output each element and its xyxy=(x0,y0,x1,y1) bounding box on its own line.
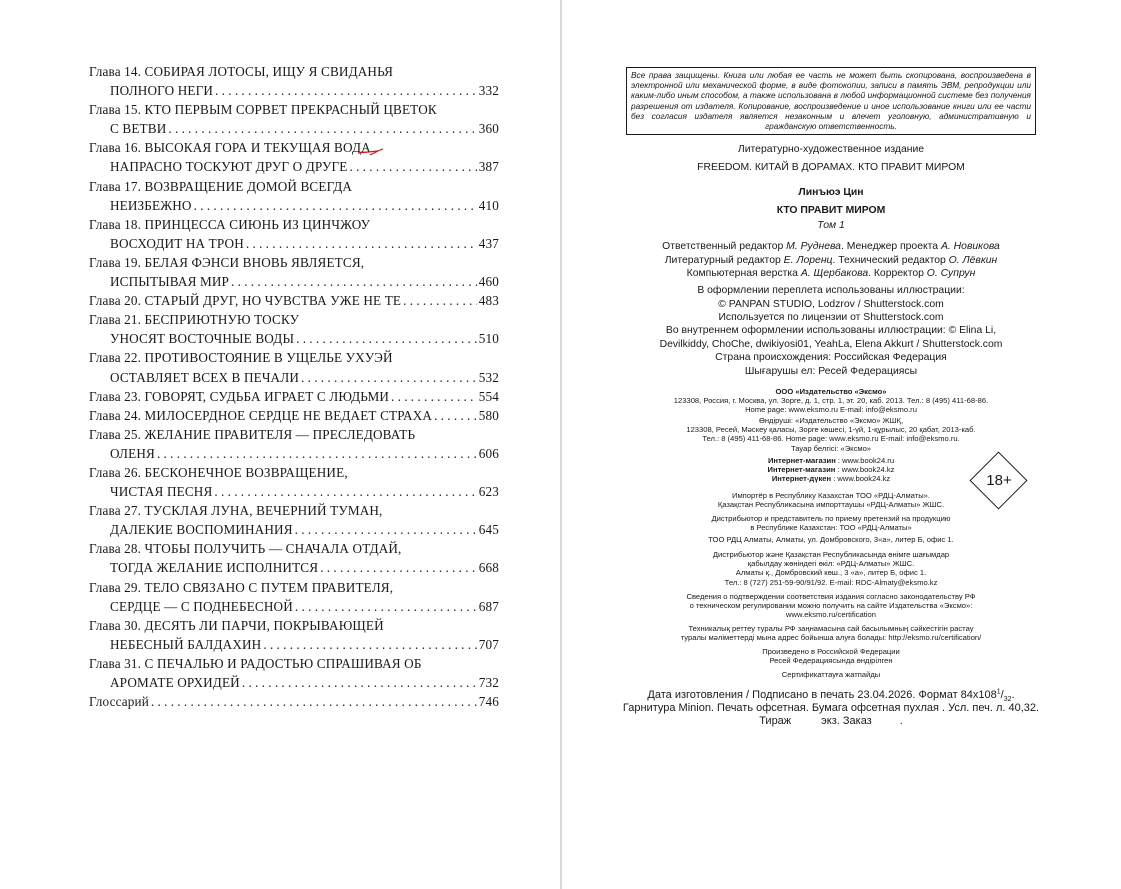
toc-entry-title: Глава 21. БЕСПРИЮТНУЮ ТОСКУ xyxy=(89,312,300,328)
credit-person: О. Лёвкин xyxy=(948,254,998,266)
toc-leader-dots xyxy=(301,368,477,387)
toc-entry-line xyxy=(89,501,499,520)
country-line: Шығарушы ел: Ресей Федерациясы xyxy=(744,365,918,377)
toc-entry-title: НАПРАСНО ТОСКУЮТ ДРУГ О ДРУГЕ xyxy=(110,159,348,175)
credit-line xyxy=(600,267,1062,281)
toc-entry-title: Глава 25. ЖЕЛАНИЕ ПРАВИТЕЛЯ — ПРЕСЛЕДОВАТЬ xyxy=(89,426,416,442)
toc-entry-line xyxy=(89,253,499,272)
toc-entry-line xyxy=(89,329,499,348)
book-title: КТО ПРАВИТ МИРОМ xyxy=(776,205,886,216)
toc-entry-title: Глава 22. ПРОТИВОСТОЯНИЕ В УЩЕЛЬЕ УХУЭЙ xyxy=(89,350,393,366)
toc-entry-line xyxy=(89,406,499,425)
toc-entry-line xyxy=(89,482,499,501)
format-numerator: 1 xyxy=(996,688,1001,696)
certification-kz-block xyxy=(600,624,1062,642)
credit-role: Компьютерная верстка xyxy=(686,268,801,280)
toc-entry-line xyxy=(89,157,499,176)
toc-page-number: 532 xyxy=(478,369,499,385)
toc-leader-dots xyxy=(231,272,477,291)
toc-entry-line xyxy=(89,62,499,81)
toc-page-number: 460 xyxy=(478,274,499,290)
certification-line: о техническом регулировании можно получить на сайте Издательства «Эксмо»: xyxy=(689,601,973,611)
toc-entry-line xyxy=(89,635,499,654)
certification-kz-line: туралы мәліметтерді мына адрес бойынша алуға болады: http://eksmo.ru/certification/ xyxy=(680,633,982,643)
shop-label: Интернет-магазин xyxy=(767,456,836,465)
toc-entry-title: Глоссарий xyxy=(89,694,149,710)
toc-entry-title: Глава 17. ВОЗВРАЩЕНИЕ ДОМОЙ ВСЕГДА xyxy=(89,178,353,194)
credit-person: О. Супрун xyxy=(926,268,976,280)
toc-entry-title: ЧИСТАЯ ПЕСНЯ xyxy=(110,484,213,500)
copyright-notice: Все права защищены. Книга или любая ее часть не может быть скопирована, воспроизведена в электронной или механической форме, в виде фотокопии, записи в память ЭВМ, репродукции или каким-либо иным способом, а также использована в любой информационной системе без получения разрешения от издателя. Копирование, воспроизведение и иное использование книги или ее части без согласия издателя является незаконным и влечет уголовную, административную и гражданскую ответственность. xyxy=(626,67,1036,135)
inner-illustrations-line: Во внутреннем оформлении использованы иллюстрации: © Elina Li, xyxy=(665,325,997,336)
toc-entry-title: ВОСХОДИТ НА ТРОН xyxy=(110,235,244,251)
toc-leader-dots xyxy=(403,291,477,310)
kz-maker-line: 123308, Ресей, Мәскеу қаласы, Зорге көшесі, 1-үй, 1-құрылыс, 20 қабат, 2013-каб. xyxy=(686,425,976,435)
cert-kz-note: Сертификаттауға жатпайды xyxy=(781,670,881,679)
toc-page-number: 483 xyxy=(478,293,499,309)
kz-manufacturer-block xyxy=(600,416,1062,453)
distributor-kz-line: қабылдау жөніндегі өкіл: «РДЦ-Алматы» ЖШС. xyxy=(747,559,915,569)
toc-page-number: 732 xyxy=(478,675,499,690)
toc-entry-line xyxy=(89,539,499,558)
kz-maker-line: Өндіруші: «Издательство «Эксмо» ЖШҚ, xyxy=(758,416,904,425)
credit-role: Литературный редактор xyxy=(664,254,784,266)
distributor-kz-line: Алматы қ., Домбровский көш., 3 «а», литер Б, офис 1. xyxy=(735,568,927,578)
toc-entry-title: УНОСЯТ ВОСТОЧНЫЕ ВОДЫ xyxy=(110,331,295,347)
toc-leader-dots xyxy=(349,157,476,176)
cover-illustrations xyxy=(600,284,1062,325)
toc-page-number: 580 xyxy=(478,407,499,423)
toc-entry-line xyxy=(89,348,499,367)
toc-leader-dots xyxy=(214,482,476,501)
toc-page-number: 360 xyxy=(478,121,499,137)
shop-url: : www.book24.ru xyxy=(835,456,895,465)
credits-block xyxy=(600,240,1062,281)
toc-entry-title: Глава 20. СТАРЫЙ ДРУГ, НО ЧУВСТВА УЖЕ НЕ ТЕ xyxy=(89,293,402,309)
inner-illustrations-line: Devilkiddy, ChoChe, dwikiyosi01, YeahLa, Elena Akkurt / Shutterstock.com xyxy=(659,338,1003,350)
toc-entry-title: Глава 28. ЧТОБЫ ПОЛУЧИТЬ — СНАЧАЛА ОТДАЙ, xyxy=(89,541,402,557)
volume-label: Том 1 xyxy=(817,220,845,231)
importer-block xyxy=(600,491,1062,509)
credit-person: А. Новикова xyxy=(940,241,1000,252)
certification-line: Сведения о подтверждении соответствия издания согласно законодательству РФ xyxy=(686,592,976,601)
toc-entry-title: Глава 18. ПРИНЦЕССА СИЮНЬ ИЗ ЦИНЧЖОУ xyxy=(89,216,371,232)
credit-person: Е. Лоренц xyxy=(783,254,833,266)
country-of-origin xyxy=(600,351,1062,378)
toc-entry-title: Глава 15. КТО ПЕРВЫМ СОРВЕТ ПРЕКРАСНЫЙ ЦВЕТОК xyxy=(89,102,437,118)
toc-entry-title: АРОМАТЕ ОРХИДЕЙ xyxy=(110,675,240,690)
toc-leader-dots xyxy=(215,81,477,100)
toc-entry-line xyxy=(89,119,499,138)
toc-leader-dots xyxy=(391,387,477,406)
toc-entry-line xyxy=(89,520,499,539)
toc-leader-dots xyxy=(296,329,477,348)
publisher-name: ООО «Издательство «Эксмо» xyxy=(775,387,887,396)
country-line: Страна происхождения: Российская Федерация xyxy=(715,352,947,363)
print-run-line xyxy=(600,715,1062,729)
distributor-kz-block xyxy=(600,550,1062,587)
toc-entry-line xyxy=(89,177,499,196)
toc-entry-title: ОСТАВЛЯЕТ ВСЕХ В ПЕЧАЛИ xyxy=(110,369,299,385)
print-run-unit: экз. Заказ xyxy=(821,715,872,727)
cover-illustrations-line: В оформлении переплета использованы иллюстрации: xyxy=(697,285,965,296)
toc-page-number: 645 xyxy=(478,522,499,538)
toc-entry-title: С ВЕТВИ xyxy=(110,121,167,137)
shop-url: : www.book24.kz xyxy=(831,474,891,484)
print-run-label: Тираж xyxy=(759,715,792,727)
toc-entry-line xyxy=(89,272,499,291)
toc-leader-dots xyxy=(242,673,477,692)
toc-entry-line xyxy=(89,81,499,100)
distributor-line: в Республике Казахстан: ТОО «РДЦ-Алматы» xyxy=(750,523,912,533)
series-title: FREEDOM. КИТАЙ В ДОРАМАХ. КТО ПРАВИТ МИРОМ xyxy=(697,162,965,173)
certification-kz-line: Техникалық реттеу туралы РФ заңнамасына сай басылымның сәйкестігін растау xyxy=(688,624,974,633)
toc-page-number: 387 xyxy=(478,159,499,175)
toc-entry-line xyxy=(89,692,499,711)
produced-block xyxy=(600,647,1062,665)
credit-person: М. Руднева xyxy=(786,241,841,252)
distributor-block xyxy=(600,514,1062,532)
toc-entry-line xyxy=(89,597,499,616)
print-date-text: Дата изготовления / Подписано в печать 23.04.2026. Формат 84x108 xyxy=(647,689,997,701)
publisher-info-line: 123308, Россия, г. Москва, ул. Зорге, д. 1, стр. 1, эт. 20, каб. 2013. Тел.: 8 (495) 411-68-86. xyxy=(673,396,989,406)
trademark-line: Тауар белгісі: «Эксмо» xyxy=(790,443,872,453)
produced-line: Произведено в Российской Федерации xyxy=(762,647,900,656)
toc-entry-title: ДАЛЕКИЕ ВОСПОМИНАНИЯ xyxy=(110,522,293,538)
distributor-kz-line: Тел.: 8 (727) 251-59-90/91/92. E-mail: RDC-Almaty@eksmo.kz xyxy=(724,577,938,587)
toc-leader-dots xyxy=(434,406,477,425)
toc-entry-title: ПОЛНОГО НЕГИ xyxy=(110,83,214,99)
toc-entry-title: Глава 26. БЕСКОНЕЧНОЕ ВОЗВРАЩЕНИЕ, xyxy=(89,464,348,480)
toc-entry-line xyxy=(89,100,499,119)
toc-leader-dots xyxy=(295,597,477,616)
toc-page-number: 554 xyxy=(478,388,499,404)
toc-entry-title: Глава 24. МИЛОСЕРДНОЕ СЕРДЦЕ НЕ ВЕДАЕТ СТРАХА xyxy=(89,407,433,423)
credit-role: Ответственный редактор xyxy=(662,241,787,252)
toc-entry-title: ТОГДА ЖЕЛАНИЕ ИСПОЛНИТСЯ xyxy=(110,560,319,576)
toc-leader-dots xyxy=(295,520,477,539)
toc-page-number: 437 xyxy=(478,235,499,251)
toc-entry-title: Глава 27. ТУСКЛАЯ ЛУНА, ВЕЧЕРНИЙ ТУМАН, xyxy=(89,503,383,519)
importer-line: Қазақстан Республикасына импорттаушы «РДЦ-Алматы» ЖШС. xyxy=(717,500,945,510)
toc-leader-dots xyxy=(263,635,476,654)
certification-block xyxy=(600,592,1062,620)
shop-label: Интернет-магазин xyxy=(767,465,836,475)
toc-entry-title: Глава 30. ДЕСЯТЬ ЛИ ПАРЧИ, ПОКРЫВАЮЩЕЙ xyxy=(89,617,384,633)
distributor-kz-line: Дистрибьютор және Қазақстан Республикасында өнімге шағымдар xyxy=(712,550,950,559)
print-run-end: . xyxy=(899,715,903,727)
genre-label: Литературно-художественное издание xyxy=(737,144,925,155)
toc-leader-dots xyxy=(246,234,477,253)
credit-person: А. Щербакова xyxy=(800,268,869,280)
toc-entry-title: Глава 19. БЕЛАЯ ФЭНСИ ВНОВЬ ЯВЛЯЕТСЯ, xyxy=(89,254,365,270)
toc-entry-title: СЕРДЦЕ — С ПОДНЕБЕСНОЙ xyxy=(110,598,293,614)
toc-entry-line xyxy=(89,444,499,463)
toc-entry-line xyxy=(89,291,499,310)
publisher-info-line: Home page: www.eksmo.ru E-mail: info@eksmo.ru xyxy=(745,405,917,415)
credit-line xyxy=(600,254,1062,268)
toc-page-number: 606 xyxy=(478,445,499,461)
distributor-address: ТОО РДЦ Алматы, Алматы, ул. Домбровского, 3«а», литер Б, офис 1. xyxy=(708,535,954,544)
age-rating-text: 18+ xyxy=(986,472,1012,489)
toc-entry-line xyxy=(89,196,499,215)
credit-role: . Менеджер проекта xyxy=(840,241,941,252)
print-details-line: Гарнитура Minion. Печать офсетная. Бумага офсетная пухлая . Усл. печ. л. 40,32. xyxy=(622,702,1040,714)
toc-page-number: 687 xyxy=(478,598,499,614)
toc-entry-title: НЕИЗБЕЖНО xyxy=(110,197,192,213)
credit-line xyxy=(600,240,1062,254)
credit-role: . Технический редактор xyxy=(832,254,949,266)
distributor-line: Дистрибьютор и представитель по приему претензий на продукцию xyxy=(711,514,951,523)
toc-entry-title: Глава 29. ТЕЛО СВЯЗАНО С ПУТЕМ ПРАВИТЕЛЯ, xyxy=(89,579,394,595)
toc-page-number: 623 xyxy=(478,484,499,500)
toc-entry-line xyxy=(89,215,499,234)
toc-entry-title: Глава 14. СОБИРАЯ ЛОТОСЫ, ИЩУ Я СВИДАНЬЯ xyxy=(89,64,394,79)
table-of-contents xyxy=(89,62,499,711)
credit-role: . Корректор xyxy=(868,268,927,280)
toc-leader-dots xyxy=(194,196,477,215)
author-name: Линъюэ Цин xyxy=(798,187,864,198)
toc-page-number: 746 xyxy=(478,694,499,710)
shop-label: Интернет-дүкен xyxy=(771,474,832,484)
toc-entry-line xyxy=(89,463,499,482)
toc-page-number: 707 xyxy=(478,636,499,652)
toc-entry-title: НЕБЕСНЫЙ БАЛДАХИН xyxy=(110,636,262,652)
toc-entry-title: ОЛЕНЯ xyxy=(110,445,155,461)
toc-entry-line xyxy=(89,673,499,692)
toc-entry-line xyxy=(89,310,499,329)
toc-page-number: 410 xyxy=(478,197,499,213)
toc-entry-title: ИСПЫТЫВАЯ МИР xyxy=(110,274,230,290)
toc-entry-line xyxy=(89,654,499,673)
toc-leader-dots xyxy=(151,692,477,711)
toc-entry-line xyxy=(89,616,499,635)
toc-leader-dots xyxy=(320,558,477,577)
toc-entry-line xyxy=(89,387,499,406)
toc-entry-line xyxy=(89,234,499,253)
toc-entry-line xyxy=(89,368,499,387)
toc-entry-title: Глава 31. С ПЕЧАЛЬЮ И РАДОСТЬЮ СПРАШИВАЯ ОБ xyxy=(89,655,422,671)
toc-page-number: 510 xyxy=(478,331,499,347)
toc-leader-dots xyxy=(157,444,477,463)
importer-line: Импортёр в Республику Казахстан ТОО «РДЦ-Алматы». xyxy=(731,491,930,500)
cover-illustrations-line: © PANPAN STUDIO, Lodzrov / Shutterstock.com xyxy=(718,298,944,310)
toc-entry-line xyxy=(89,138,499,157)
format-denominator: 32 xyxy=(1003,696,1012,704)
publisher-block xyxy=(600,387,1062,415)
kz-maker-line: Тел.: 8 (495) 411-68-86. Home page: www.eksmo.ru E-mail: info@eksmo.ru. xyxy=(702,434,960,444)
produced-line: Ресей Федерациясында өндірілген xyxy=(769,656,893,666)
certification-line: www.eksmo.ru/certification xyxy=(786,610,876,620)
cover-illustrations-line: Используется по лицензии от Shutterstock.com xyxy=(718,312,944,324)
inner-illustrations xyxy=(600,324,1062,351)
toc-leader-dots xyxy=(168,119,476,138)
toc-entry-line xyxy=(89,558,499,577)
toc-page-number: 668 xyxy=(478,560,499,576)
toc-entry-title: Глава 16. ВЫСОКАЯ ГОРА И ТЕКУЩАЯ ВОДА xyxy=(89,140,371,156)
toc-entry-line xyxy=(89,425,499,444)
toc-page-number: 332 xyxy=(478,83,499,99)
toc-entry-line xyxy=(89,578,499,597)
print-date-line: Дата изготовления / Подписано в печать 23.04.2026. Формат $84x108^1/_{32}$. xyxy=(647,688,1015,704)
toc-entry-title: Глава 23. ГОВОРЯТ, СУДЬБА ИГРАЕТ С ЛЮДЬМИ xyxy=(89,388,389,404)
shop-url: : www.book24.kz xyxy=(835,465,895,475)
